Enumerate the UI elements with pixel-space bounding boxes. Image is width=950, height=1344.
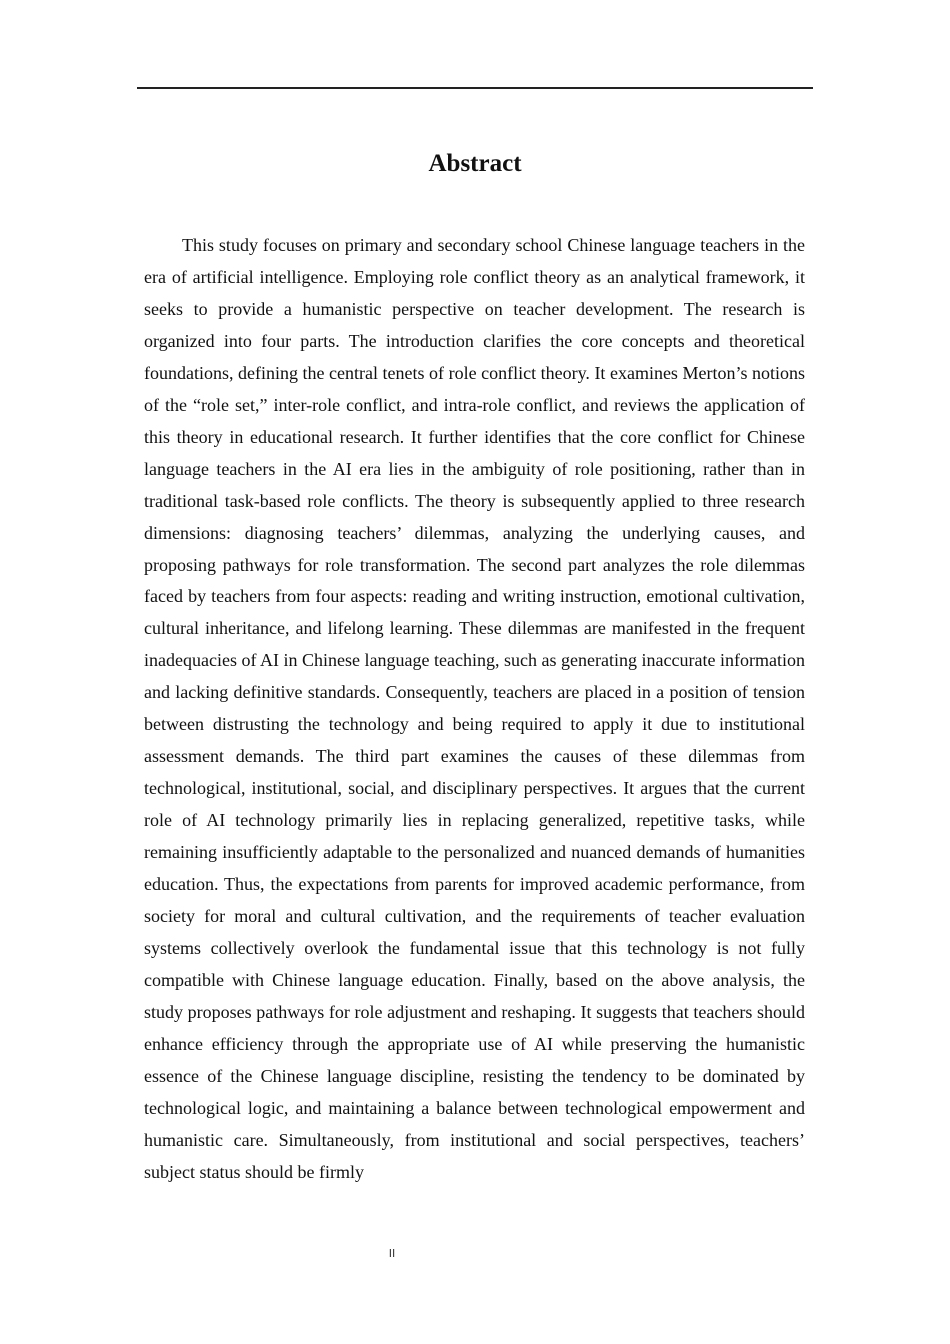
page-number: II: [388, 1247, 396, 1260]
page-title: Abstract: [428, 150, 522, 177]
header-rule: [137, 87, 813, 89]
abstract-body: This study focuses on primary and secondary school Chinese language teachers in the era of artificial intelligence. Employing role conflict theory as an analytical framework, it seeks to provide a humanistic perspective on teacher development. The research is organized into four parts. The introduction clarifies the core concepts and theoretical foundations, defining the central tenets of role conflict theory. It examines Merton’s notions of the “role set,” inter-role conflict, and intra-role conflict, and reviews the application of this theory in educational research. It further identifies that the core conflict for Chinese language teachers in the AI era lies in the ambiguity of role positioning, rather than in traditional task-based role conflicts. The theory is subsequently applied to three research dimensions: diagnosing teachers’ dilemmas, analyzing the underlying causes, and proposing pathways for role transformation. The second part analyzes the role dilemmas faced by teachers from four aspects: reading and writing instruction, emotional cultivation, cultural inheritance, and lifelong learning. These dilemmas are manifested in the frequent inadequacies of AI in Chinese language teaching, such as generating inaccurate information and lacking definitive standards. Consequently, teachers are placed in a position of tension between distrusting the technology and being required to apply it due to institutional assessment demands. The third part examines the causes of these dilemmas from technological, institutional, social, and disciplinary perspectives. It argues that the current role of AI technology primarily lies in replacing generalized, repetitive tasks, while remaining insufficiently adaptable to the personalized and nuanced demands of humanities education. Thus, the expectations from parents for improved academic performance, from society for moral and cultural cultivation, and the requirements of teacher evaluation systems collectively overlook the fundamental issue that this technology is not fully compatible with Chinese language education. Finally, based on the above analysis, the study proposes pathways for role adjustment and reshaping. It suggests that teachers should enhance efficiency through the appropriate use of AI while preserving the humanistic essence of the Chinese language discipline, resisting the tendency to be dominated by technological logic, and maintaining a balance between technological empowerment and humanistic care. Simultaneously, from institutional and social perspectives, teachers’ subject status should be firmly: [144, 235, 805, 1182]
